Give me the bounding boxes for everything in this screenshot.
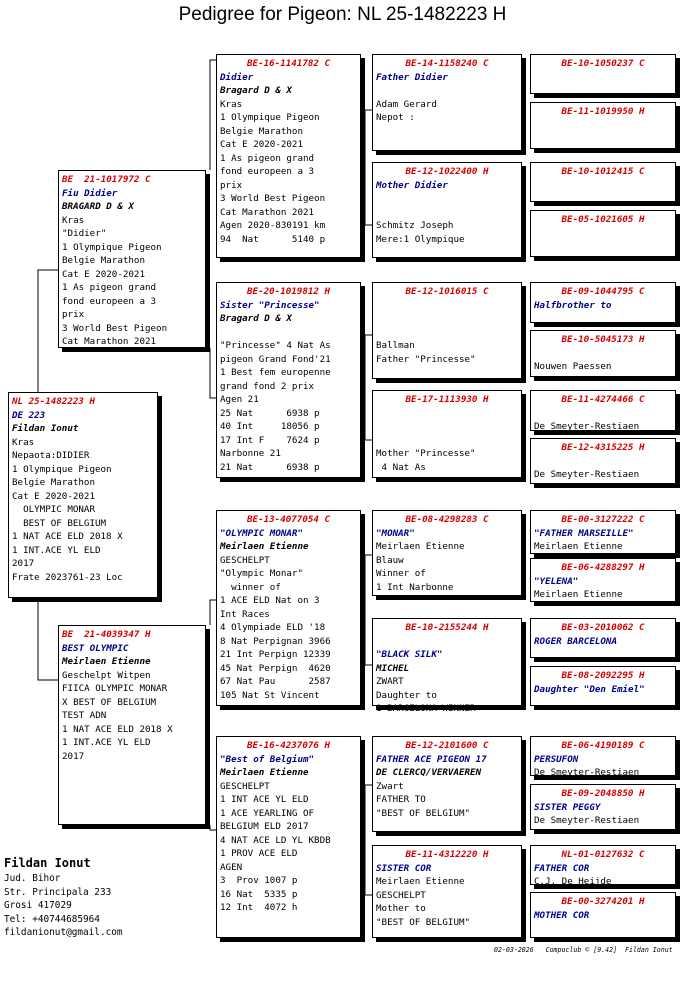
grandparent-line: 4 NAT ACE LD YL KBDB — [220, 834, 331, 846]
g5-card[interactable] — [530, 784, 676, 830]
sire-line: fond europeen a 3 — [62, 295, 157, 307]
grandparent-line: 1 ACE ELD Nat on 3 — [220, 595, 320, 606]
g5-ring-number: BE-10-1050237 C — [561, 58, 645, 69]
g5-card[interactable] — [530, 736, 676, 776]
great-grandparent-line: 4 Nat As — [376, 461, 426, 473]
grandparent-line: GESCHELPT — [220, 780, 270, 792]
sire-line: Cat E 2020-2021 — [62, 268, 145, 280]
grandparent-line: Kras — [220, 98, 243, 110]
subject-line: 1 Olympique Pigeon — [12, 463, 112, 475]
subject-line: Kras — [12, 436, 35, 448]
owner-name: Fildan Ionut — [4, 856, 91, 870]
g5-card[interactable] — [530, 102, 676, 149]
g5-name: PERSUFON — [534, 753, 579, 765]
great-grandparent-line: Meirlaen Etienne — [376, 541, 465, 552]
great-grandparent-line: 1 Int Narbonne — [376, 581, 454, 593]
great-grandparent-line — [376, 434, 518, 448]
grandparent-line: Belgie Marathon — [220, 125, 303, 137]
dam-line: FIICA OLYMPIC MONAR — [62, 683, 168, 694]
g5-line: De Smeyter-Restiaen — [534, 469, 640, 480]
page-title: Pedigree for Pigeon: NL 25-1482223 H — [178, 4, 507, 25]
sire-line: Cat Marathon 2021 — [62, 336, 157, 347]
great-grandparent-name: FATHER ACE PIGEON 17 — [376, 753, 487, 765]
g5-card[interactable] — [530, 330, 676, 377]
g5-card[interactable] — [530, 438, 676, 484]
great-grandparent-line: FATHER TO — [376, 794, 426, 805]
g5-line — [534, 347, 672, 361]
subject-breeder: Fildan Ionut — [12, 423, 79, 434]
grandparent-card[interactable] — [216, 282, 361, 478]
grandparent-line: Agen 2020-830191 km — [220, 220, 326, 231]
owner-line: Jud. Bihor — [4, 873, 61, 884]
subject-line: Cat E 2020-2021 — [12, 490, 95, 502]
g5-line: Nouwen Paessen — [534, 361, 612, 372]
grandparent-line: 45 Nat Perpign 4620 — [220, 662, 331, 674]
owner-contact — [4, 855, 123, 940]
grandparent-ring-number: BE-20-1019812 H — [247, 286, 330, 297]
grandparent-ring-number: BE-16-4237076 H — [247, 740, 330, 751]
sire-line: Kras — [62, 214, 85, 226]
g5-card[interactable] — [530, 162, 676, 202]
g5-name: "FATHER MARSEILLE" — [534, 527, 634, 539]
g5-card[interactable] — [530, 210, 676, 257]
great-grandparent-card[interactable] — [372, 736, 522, 832]
g5-ring-number: BE-09-2048850 H — [561, 788, 645, 799]
grandparent-card[interactable] — [216, 54, 361, 258]
g5-line: Meirlaen Etienne — [534, 589, 623, 600]
dam-line: 1 NAT ACE ELD 2018 X — [62, 723, 173, 735]
owner-line: Str. Principala 233 — [4, 886, 112, 898]
grandparent-line: winner of — [220, 581, 281, 593]
great-grandparent-ring-number: BE-12-1016015 C — [405, 286, 489, 297]
grandparent-line: fond europeen a 3 — [220, 166, 315, 177]
grandparent-line: 4 Olympiade ELD '18 — [220, 622, 326, 633]
great-grandparent-card[interactable] — [372, 510, 522, 596]
great-grandparent-line: Adam Gerard — [376, 98, 437, 110]
grandparent-breeder: Bragard D & X — [220, 85, 292, 96]
grandparent-card[interactable] — [216, 736, 361, 938]
grandparent-line: 16 Nat 5335 p — [220, 888, 298, 900]
g5-ring-number: BE-09-1044795 C — [561, 286, 645, 297]
grandparent-breeder: Meirlaen Etienne — [220, 541, 309, 552]
great-grandparent-line: "BEST OF BELGIUM" — [376, 807, 471, 819]
sire-breeder: BRAGARD D & X — [62, 201, 134, 212]
grandparent-line: 8 Nat Perpignan 3966 — [220, 635, 331, 647]
g5-line — [534, 455, 672, 469]
g5-ring-number: BE-10-1012415 C — [561, 166, 645, 177]
g5-card[interactable] — [530, 666, 676, 706]
g5-name: ROGER BARCELONA — [534, 635, 617, 647]
dam-breeder: Meirlaen Etienne — [62, 656, 151, 667]
great-grandparent-ring-number: BE-12-1022400 H — [405, 166, 489, 177]
g5-ring-number: BE-00-3127222 C — [561, 514, 645, 525]
great-grandparent-card[interactable] — [372, 618, 522, 714]
great-grandparent-name: Mother Didier — [376, 179, 448, 191]
g5-card[interactable] — [530, 558, 676, 602]
grandparent-line: 94 Nat 5140 p — [220, 233, 326, 245]
grandparent-line: Narbonne 21 — [220, 448, 281, 459]
g5-ring-number: BE-11-4274466 C — [561, 394, 645, 405]
great-grandparent-breeder: DE CLERCQ/VERVAEREN — [376, 767, 482, 778]
g5-ring-number: BE-10-5045173 H — [561, 334, 645, 345]
subject-ring-number: NL 25-1482223 H — [12, 396, 95, 407]
grandparent-breeder: Meirlaen Etienne — [220, 767, 309, 778]
subject-line: OLYMPIC MONAR — [12, 504, 95, 515]
grandparent-line: 21 Int Perpign 12339 — [220, 649, 331, 660]
owner-email[interactable]: fildanionut@gmail.com — [4, 927, 123, 939]
g5-name: "YELENA" — [534, 575, 579, 587]
great-grandparent-line: Mother to — [376, 903, 426, 914]
great-grandparent-name: "BLACK SILK" — [376, 649, 443, 660]
grandparent-line: Agen 21 — [220, 394, 259, 405]
great-grandparent-line: Ballman — [376, 340, 415, 351]
sire-line: "Didier" — [62, 228, 107, 239]
grandparent-line: 1 Best fem europenne — [220, 367, 331, 378]
great-grandparent-line — [376, 192, 518, 206]
g5-line: De Smeyter-Restiaen — [534, 815, 640, 826]
grandparent-name: Sister "Princesse" — [220, 299, 320, 311]
grandparent-line: 105 Nat St Vincent — [220, 689, 320, 701]
great-grandparent-line: Winner of — [376, 568, 426, 579]
great-grandparent-line: 1 BARCELONA WINNER — [376, 703, 476, 714]
dam-ring-number: BE 21-4039347 H — [62, 629, 151, 640]
g5-line: C.J. De Heijde — [534, 876, 612, 887]
grandparent-line: pigeon Grand Fond'21 — [220, 353, 331, 365]
great-grandparent-line: Mother "Princesse" — [376, 448, 476, 459]
footer-credit: 02-03-2026 Compuclub © [9.42] Fildan Ionut — [494, 946, 673, 954]
g5-card[interactable] — [530, 510, 676, 554]
sire-ring-number: BE 21-1017972 C — [62, 174, 151, 185]
grandparent-line: Cat E 2020-2021 — [220, 139, 303, 150]
g5-line: De Smeyter-Restiaen — [534, 767, 640, 778]
g5-card[interactable] — [530, 282, 676, 323]
sire-line: prix — [62, 309, 85, 320]
g5-card[interactable] — [530, 54, 676, 94]
g5-ring-number: BE-05-1021605 H — [561, 214, 645, 225]
owner-line: Tel: +40744685964 — [4, 913, 100, 925]
great-grandparent-breeder: MICHEL — [376, 662, 410, 674]
grandparent-name: "OLYMPIC MONAR" — [220, 527, 303, 539]
sire-name: Fiu Didier — [62, 187, 118, 199]
great-grandparent-line — [376, 420, 518, 434]
dam-line: X BEST OF BELGIUM — [62, 696, 157, 708]
great-grandparent-line: Blauw — [376, 554, 404, 566]
grandparent-line: 3 World Best Pigeon — [220, 193, 326, 204]
great-grandparent-line: ZWART — [376, 676, 404, 687]
grandparent-line: prix — [220, 179, 243, 191]
grandparent-name: Didier — [220, 71, 254, 83]
grandparent-line: grand fond 2 prix — [220, 380, 315, 392]
dam-card[interactable] — [58, 625, 206, 825]
great-grandparent-ring-number: BE-17-1113930 H — [405, 394, 489, 405]
dam-name: BEST OLYMPIC — [62, 642, 129, 654]
grandparent-line: 25 Nat 6938 p — [220, 407, 320, 419]
grandparent-line: 1 ACE YEARLING OF — [220, 807, 315, 819]
g5-card[interactable] — [530, 892, 676, 938]
grandparent-ring-number: BE-16-1141782 C — [247, 58, 330, 69]
great-grandparent-line — [376, 299, 518, 313]
subject-line: Nepaota:DIDIER — [12, 450, 90, 461]
g5-card[interactable] — [530, 845, 676, 885]
great-grandparent-card[interactable] — [372, 282, 522, 379]
g5-name: Daughter "Den Emiel" — [534, 683, 645, 695]
great-grandparent-ring-number: BE-11-4312220 H — [405, 849, 489, 860]
g5-ring-number: BE-11-1019950 H — [561, 106, 645, 117]
great-grandparent-line: Nepot : — [376, 112, 415, 123]
great-grandparent-line: "BEST OF BELGIUM" — [376, 916, 471, 928]
g5-line: De Smeyter-Restiaen — [534, 421, 640, 432]
sire-line: 1 Olympique Pigeon — [62, 241, 162, 253]
g5-card[interactable] — [530, 390, 676, 431]
great-grandparent-line: Father "Princesse" — [376, 353, 476, 365]
g5-card[interactable] — [530, 618, 676, 658]
grandparent-line: 21 Nat 6938 p — [220, 461, 320, 473]
great-grandparent-ring-number: BE-10-2155244 H — [405, 622, 489, 633]
grandparent-line: 3 Prov 1007 p — [220, 875, 298, 886]
great-grandparent-card[interactable] — [372, 54, 522, 151]
g5-ring-number: NL-01-0127632 C — [561, 849, 645, 860]
subject-pigeon-card[interactable] — [8, 392, 158, 598]
grandparent-line: 12 Int 4072 h — [220, 902, 298, 913]
g5-ring-number: BE-03-2010062 C — [561, 622, 645, 633]
great-grandparent-line: Meirlaen Etienne — [376, 876, 465, 887]
dam-line: 2017 — [62, 750, 85, 762]
grandparent-line: BELGIUM ELD 2017 — [220, 821, 309, 832]
grandparent-line: Int Races — [220, 608, 270, 620]
g5-ring-number: BE-08-2092295 H — [561, 670, 645, 681]
great-grandparent-ring-number: BE-14-1158240 C — [405, 58, 489, 69]
great-grandparent-card[interactable] — [372, 162, 522, 258]
great-grandparent-ring-number: BE-12-2101600 C — [405, 740, 489, 751]
grandparent-card[interactable] — [216, 510, 361, 706]
great-grandparent-line — [376, 407, 518, 421]
g5-name: SISTER PEGGY — [534, 801, 601, 813]
grandparent-breeder: Bragard D & X — [220, 313, 292, 324]
dam-line: Geschelpt Witpen — [62, 669, 151, 681]
grandparent-name: "Best of Belgium" — [220, 753, 315, 765]
great-grandparent-line: Zwart — [376, 780, 404, 792]
g5-name: Halfbrother to — [534, 299, 612, 311]
great-grandparent-line — [376, 84, 518, 98]
subject-line: Frate 2023761-23 Loc — [12, 571, 123, 583]
great-grandparent-line — [376, 206, 518, 220]
sire-line: 3 World Best Pigeon — [62, 322, 168, 334]
grandparent-line: 1 PROV ACE ELD — [220, 848, 298, 859]
subject-line: 1 NAT ACE ELD 2018 X — [12, 531, 123, 542]
grandparent-line: AGEN — [220, 861, 243, 873]
great-grandparent-line: GESCHELPT — [376, 889, 426, 901]
great-grandparent-line — [376, 312, 518, 326]
great-grandparent-card[interactable] — [372, 845, 522, 938]
sire-line: Belgie Marathon — [62, 255, 145, 266]
subject-line: 2017 — [12, 558, 35, 569]
grandparent-line: Cat Marathon 2021 — [220, 206, 315, 218]
great-grandparent-line: Daughter to — [376, 689, 437, 701]
g5-ring-number: BE-06-4190189 C — [561, 740, 645, 751]
grandparent-line: 1 Olympique Pigeon — [220, 112, 320, 123]
great-grandparent-name: "MONAR" — [376, 527, 415, 539]
great-grandparent-ring-number: BE-08-4298283 C — [405, 514, 489, 525]
owner-line: Grosi 417029 — [4, 900, 72, 912]
g5-ring-number: BE-06-4288297 H — [561, 562, 645, 573]
grandparent-line: 40 Int 18056 p — [220, 421, 320, 432]
sire-card[interactable] — [58, 170, 206, 348]
great-grandparent-card[interactable] — [372, 390, 522, 478]
subject-line: Belgie Marathon — [12, 477, 95, 488]
g5-line — [534, 407, 672, 421]
grandparent-ring-number: BE-13-4077054 C — [247, 514, 330, 525]
subject-line: 1 INT.ACE YL ELD — [12, 544, 101, 556]
g5-line: Meirlaen Etienne — [534, 541, 623, 552]
g5-ring-number: BE-12-4315225 H — [561, 442, 645, 453]
g5-name: FATHER COR — [534, 862, 590, 874]
grandparent-line: 1 INT ACE YL ELD — [220, 794, 309, 805]
grandparent-line: GESCHELPT — [220, 554, 270, 566]
sire-line: 1 As pigeon grand — [62, 282, 157, 293]
grandparent-line: 17 Int F 7624 p — [220, 434, 320, 446]
g5-name: MOTHER COR — [534, 909, 590, 921]
grandparent-line — [220, 326, 357, 340]
great-grandparent-line: Mere:1 Olympique — [376, 233, 465, 245]
grandparent-line: "Olympic Monar" — [220, 568, 303, 579]
great-grandparent-name: Father Didier — [376, 71, 448, 83]
grandparent-line: "Princesse" 4 Nat As — [220, 340, 331, 351]
dam-line: TEST ADN — [62, 710, 107, 721]
dam-line: 1 INT.ACE YL ELD — [62, 737, 151, 748]
g5-ring-number: BE-00-3274201 H — [561, 896, 645, 907]
grandparent-line: 1 As pigeon grand — [220, 152, 315, 164]
great-grandparent-name: SISTER COR — [376, 862, 432, 874]
great-grandparent-line: Schmitz Joseph — [376, 220, 454, 231]
grandparent-line: 67 Nat Pau 2587 — [220, 676, 331, 687]
subject-line: BEST OF BELGIUM — [12, 517, 107, 529]
subject-name: DE 223 — [12, 409, 46, 421]
